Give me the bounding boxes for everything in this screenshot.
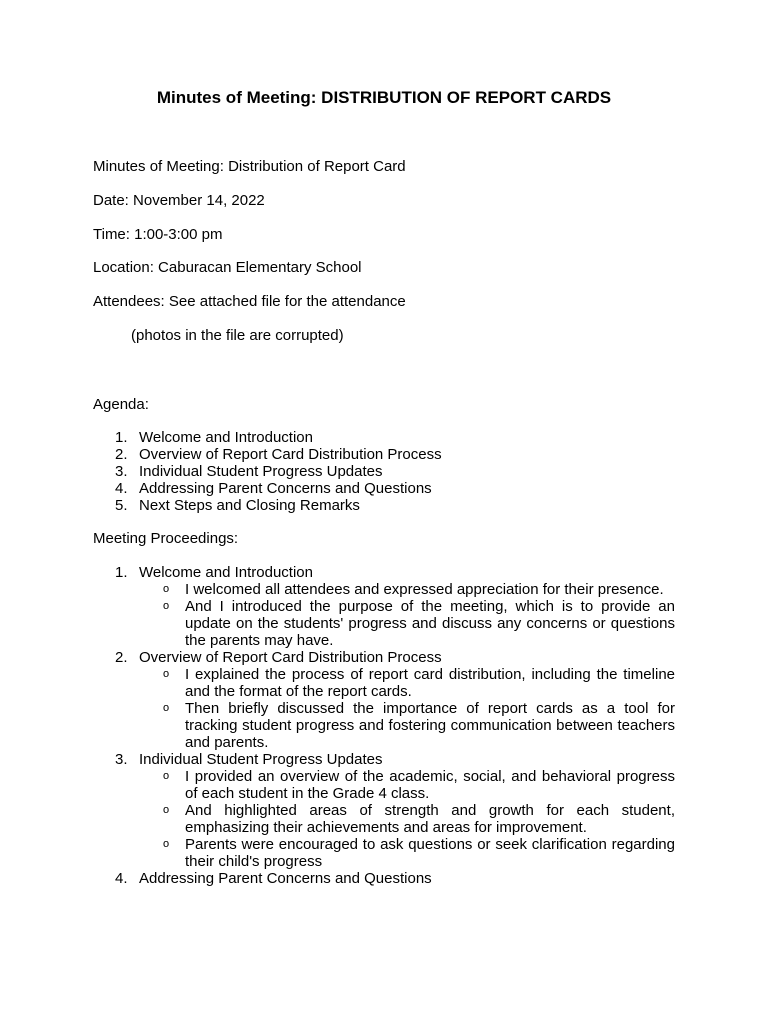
time-line: Time: 1:00-3:00 pm: [93, 226, 223, 243]
location-line: Location: Caburacan Elementary School: [93, 259, 362, 276]
agenda-item: 4. Addressing Parent Concerns and Questions: [115, 480, 432, 497]
proceeding-item: 4. Addressing Parent Concerns and Questions: [115, 870, 432, 887]
proceeding-title: Addressing Parent Concerns and Questions: [139, 870, 432, 887]
agenda-item: 5. Next Steps and Closing Remarks: [115, 497, 360, 514]
proceeding-point: o I provided an overview of the academic, social, and behavioral progress of each student in the Grade 4 class.: [163, 768, 675, 802]
header-line: Minutes of Meeting: Distribution of Report Card: [93, 158, 406, 175]
proceeding-point: o Then briefly discussed the importance of report cards as a tool for tracking student progress and fostering communication between teachers and parents.: [163, 700, 675, 751]
proceeding-point: o Parents were encouraged to ask questions or seek clarification regarding their child's progress: [163, 836, 675, 870]
proceeding-points: [139, 666, 675, 751]
proceeding-points: [139, 768, 675, 870]
date-line: Date: November 14, 2022: [93, 192, 265, 209]
proceeding-point: o And highlighted areas of strength and growth for each student, emphasizing their achievements and areas for improvement.: [163, 802, 675, 836]
proceeding-title: Individual Student Progress Updates: [139, 751, 383, 768]
agenda-list: [93, 429, 675, 514]
proceedings-label: Meeting Proceedings:: [93, 530, 239, 547]
proceeding-title: Overview of Report Card Distribution Process: [139, 649, 442, 666]
agenda-item: 3. Individual Student Progress Updates: [115, 463, 383, 480]
proceeding-item: 1. Welcome and Introduction o I welcomed all attendees and expressed appreciation for their presence. o And I introduced the purpose of the meeting, which is to provide an update on the students' progress and discuss any concerns or questions the parents may have.: [115, 564, 675, 649]
proceeding-item: 3. Individual Student Progress Updates o I provided an overview of the academic, social, and behavioral progress of each student in the Grade 4 class. o And highlighted areas of strength and growth for each student, emphasizing their achievements and areas for improvement. o Parents were encouraged to ask questions or seek clarification regarding their child's progress: [115, 751, 675, 870]
proceeding-title: Welcome and Introduction: [139, 564, 313, 581]
proceedings-list: [93, 564, 675, 887]
attendees-note: (photos in the file are corrupted): [131, 327, 344, 344]
agenda-label: Agenda:: [93, 396, 149, 413]
document-title: Minutes of Meeting: DISTRIBUTION OF REPORT CARDS: [156, 88, 612, 107]
proceeding-point: o I explained the process of report card distribution, including the timeline and the format of the report cards.: [163, 666, 675, 700]
proceeding-item: 2. Overview of Report Card Distribution Process o I explained the process of report card distribution, including the timeline and the format of the report cards. o Then briefly discussed the importance of report cards as a tool for tracking student progress and fostering communication between teachers and parents.: [115, 649, 675, 751]
agenda-item: 1. Welcome and Introduction: [115, 429, 313, 446]
proceeding-points: [139, 581, 675, 649]
proceeding-point: o I welcomed all attendees and expressed appreciation for their presence.: [163, 581, 664, 598]
attendees-line: Attendees: See attached file for the attendance: [93, 293, 406, 310]
agenda-item: 2. Overview of Report Card Distribution Process: [115, 446, 442, 463]
proceeding-point: o And I introduced the purpose of the meeting, which is to provide an update on the students' progress and discuss any concerns or questions the parents may have.: [163, 598, 675, 649]
